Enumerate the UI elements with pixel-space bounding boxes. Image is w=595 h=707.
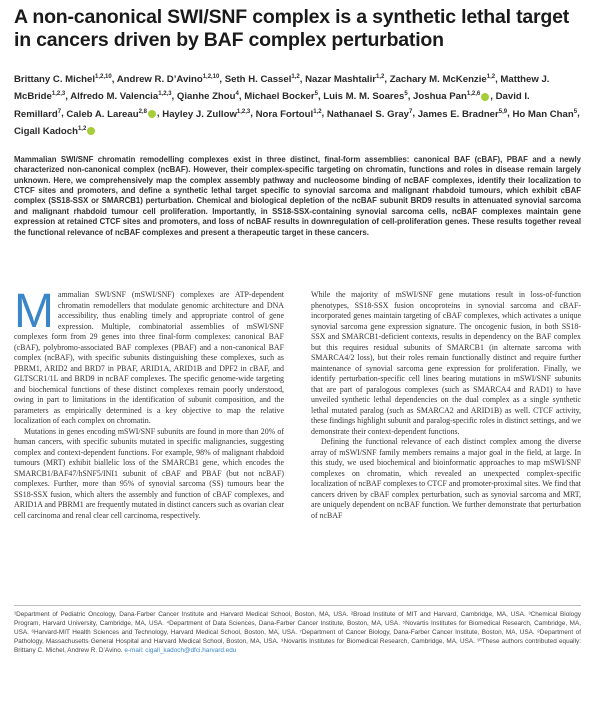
author-affiliation-marker: 5: [573, 108, 578, 115]
author-name-text: Nazar Mashtalir: [305, 74, 376, 86]
author-affiliation-marker: 1,2: [486, 74, 496, 80]
author-list: Brittany C. Michel$^{1,2,10}$, Andrew R. D’Avino$^{1,2,10}$, Seth H. Cassel$^{1,2}$, Nazar Mashtalir$^{1,2}$, Zachary M. McKenzie$^{1,2}$, Matthew J. McBride$^{1,2,3}$, Alfredo M. Valencia$^{1,2,3}$, Qianhe Zhou$^4$, Michael Bocker$^5$, Luis M. M. Soares$^5$, Joshua Pan$^{1,2,6}$ , David I. Remillard$^7$, Caleb A. Lareau$^{2,8}$ , Hayley J. Zullow$^{1,2,3}$, Nora Fortoul$^{1,2}$, Nathanael S. Gray$^7$, James E. Bradner$^{5,9}$, Ho Man Chan$^5$, Cigall Kadoch$^{1,2}$: [14, 74, 580, 137]
author-name-text: Nora Fortoul: [255, 108, 314, 120]
author-affiliation-marker: 1,2,10: [95, 74, 112, 80]
author-name-text: Hayley J. Zullow: [162, 108, 237, 120]
author-name-text: Qianhe Zhou: [176, 91, 236, 103]
author-name-text: Caleb A. Lareau: [66, 108, 139, 120]
author-name: [244, 91, 318, 102]
author-affiliation-marker: 5: [314, 91, 318, 98]
author-affiliation-marker: 1,2,3: [158, 91, 172, 98]
body-paragraph: Mutations in genes encoding mSWI/SNF subunits are found in more than 20% of human cancers, with specific subunits mutated in specific malignancies, suggesting complex and context-dependent functions. For example, 98% of malignant rhabdoid tumours (MRT) exhibit biallelic loss of the SMARCB1 gene, which encodes the SMARCB1/BAF47/hSNF5/INI1 subunit of cBAF and PBAF (but not ncBAF) complexes. Further, more than 95% of synovial sarcoma (SS) tumours bear the SS18-SSX fusion, which alters the assembly and function of cBAF complexes, and ARID1A and PBRM1 are frequently mutated in distinct cancers such as ovarian clear cell carcinoma and renal clear cell carcinoma, respectively.: [14, 426, 284, 520]
article-page: [14, 0, 581, 654]
abstract-text: canonical BAF (cBAF), PBAF and a newly characterized non-canonical complex (ncBAF). However, their complex-specific targeting on chromatin, functions and roles in disease remain largely unknown. Here, we comprehensively map the complex assembly pathway and nucleosome binding of ncBAF complexes, identify their localization to CTCF sites and promoters, and define a synthetic lethal target specific to synovial sarcoma and malignant rhabdoid tumours, which exhibit cBAF complex (SS18-SSX or SMARCB1) perturbation. Chemical and biological depletion of the ncBAF subunit BRD9 results in attenuated synovial sarcoma and malignant rhabdoid tumour cell proliferation. Importantly, in SS18-SSX-containing synovial sarcoma cells, ncBAF complexes maintain gene expression at retained CTCF sites and promoters, and loss of ncBAF results in downregulation of cell-proliferation genes. These results together reveal the functional relevance of ncBAF complexes and present a therapeutic target in these cancers.: [14, 154, 581, 237]
author-name: [327, 109, 412, 120]
author-name: [14, 126, 96, 137]
author-name-text: Luis M. M. Soares: [323, 91, 405, 103]
author-name: [225, 74, 300, 85]
author-name: [512, 109, 577, 120]
affiliations-text: ¹Department of Pediatric Oncology, Dana-Farber Cancer Institute and Harvard Medical School, Boston, MA, USA. ²Broad Institute of MIT and Harvard, Cambridge, MA, USA. ³Chemical Biology Program, Harvard University, Cambridge, MA, USA. ⁴Department of Data Sciences, Dana-Farber Cancer Institute, Boston, MA, USA. ⁵Novartis Institutes for Biomedical Research, Cambridge, MA, USA. ⁶Harvard-MIT Health Sciences and Technology, Harvard Medical School, Boston, MA, USA. ⁷Department of Cancer Biology, Dana-Farber Cancer Institute, Boston, MA, USA. ⁸Department of Pathology, Massachusetts General Hospital and Harvard Medical School, Boston, MA, USA. ⁹Novartis Institutes for Biomedical Research, Cambridge, MA, USA. ¹⁰These authors contributed equally: Brittany C. Michel, Andrew R. D’Avino.: [14, 611, 581, 654]
body-column-right: [311, 290, 581, 521]
author-name: [390, 74, 495, 85]
affiliations-footnote: [14, 611, 581, 656]
author-name: [117, 74, 220, 85]
body-paragraph: While the majority of mSWI/SNF gene mutations result in loss-of-function phenotypes, SS18-SSX fusion oncoproteins in synovial sarcoma and cBAF-incorporated genes maintain targeting of cBAF complexes, which activates a unique synovial sarcoma gene expression signature. The oncogenic fusion, in both SS18-SSX and SMARCB1-deficient contexts, results in dependency on the BAF complex but this requires residual subunits of SMARCB1 (in alternate sarcoma with SMARCA4/2 loss), but their roles remain functionally distinct and require further maintenance of synovial sarcoma gene expression for proliferation. Finally, we identify perturbation-specific cell lines bearing mutations in mSWI/SNF subunits that are part of paralogous complexes (such as SMARCA4 and RAD1) to have unveiled synthetic lethal dependencies on the dual complex as a single synthetic lethal mutated paralog (such as SMARCA2 and ARID1B) as well. CTCF activity, these findings highlight subunit and paralog-specific roles in distinct settings, and we demonstrate their context-dependent functions.: [311, 290, 581, 436]
corresponding-email-link[interactable]: e-mail: cigall_kadoch@dfci.harvard.edu: [124, 646, 237, 654]
author-name: [14, 74, 112, 85]
drop-cap: M: [14, 285, 54, 338]
author-affiliation-marker: 7: [57, 108, 62, 115]
author-affiliation-marker: 5: [404, 91, 408, 98]
author-name-text: Seth H. Cassel: [224, 74, 292, 86]
author-name-text: Andrew R. D’Avino: [116, 74, 203, 86]
author-name: [70, 91, 171, 102]
author-name: [305, 74, 384, 85]
author-affiliation-marker: 1,2: [291, 74, 300, 80]
author-name-text: James E. Bradner: [417, 108, 499, 120]
body-paragraph: Defining the functional relevance of each distinct complex among the diverse array of mSWI/SNF family members remains a major goal in the field, at large. In this study, we used biochemical and bioinformatic approaches to map mSWI/SNF complexes on chromatin, which revealed an unexpected complex-specific localization of ncBAF complexes to CTCF and promoter-proximal sites. We find that cancers driven by cBAF complex perturbation, such as synovial sarcoma and MRT, are uniquely dependent on ncBAF function. We further demonstrate that perturbation of ncBAF: [311, 437, 581, 520]
author-name-text: David I. Remillard: [14, 91, 530, 120]
abstract: [14, 155, 581, 238]
author-affiliation-marker: 5,9: [498, 108, 508, 115]
author-name-text: Zachary M. McKenzie: [389, 74, 487, 86]
body-columns: [14, 285, 581, 521]
orcid-icon[interactable]: [87, 127, 95, 135]
author-name-text: Ho Man Chan: [512, 108, 574, 120]
author-affiliation-marker: 4: [235, 91, 239, 98]
author-name: [66, 109, 157, 120]
author-name-text: Alfredo M. Valencia: [70, 91, 159, 103]
author-name: [162, 109, 250, 120]
author-name-text: Brittany C. Michel: [14, 74, 96, 86]
body-column-left: [14, 285, 284, 521]
author-affiliation-marker: 1,2: [77, 125, 87, 132]
author-affiliation-marker: 7: [409, 108, 413, 115]
author-name-text: Matthew J. McBride: [14, 74, 550, 103]
author-name: [323, 91, 407, 102]
article-title: A non-canonical SWI/SNF complex is a synthetic lethal target in cancers driven by BAF complex perturbation: [14, 6, 570, 51]
author-affiliation-marker: 1,2,3: [51, 91, 66, 98]
author-name: [256, 109, 322, 120]
author-name-text: Cigall Kadoch: [14, 125, 78, 137]
author-affiliation-marker: 1,2,10: [202, 74, 220, 80]
abstract-lead: Mammalian SWI/SNF chromatin remodelling complexes exist in three distinct, final-form assemblies:: [14, 154, 410, 164]
author-name: [177, 91, 239, 102]
orcid-icon[interactable]: [481, 93, 489, 101]
author-affiliation-marker: 1,2: [376, 74, 385, 80]
author-affiliation-marker: 1,2: [313, 108, 322, 115]
author-name-text: Joshua Pan: [413, 91, 467, 103]
author-affiliation-marker: 1,2,3: [236, 108, 251, 115]
footnote-divider: [14, 605, 581, 606]
author-name: [413, 91, 490, 102]
author-name-text: Michael Bocker: [244, 91, 315, 103]
orcid-icon[interactable]: [148, 110, 156, 118]
author-affiliation-marker: 1,2,6: [466, 91, 481, 98]
author-name: [418, 109, 507, 120]
author-name-text: Nathanael S. Gray: [326, 108, 409, 120]
body-paragraph: ammalian SWI/SNF (mSWI/SNF) complexes are ATP-dependent chromatin remodellers that modulate genomic architecture and DNA accessibility, thus enabling timely and appropriate control of gene expression. Multiple, combinatorial assemblies of mSWI/SNF complexes form from 29 genes into three final-form complexes: canonical BAF (cBAF), polybromo-associated BAF complexes (PBAF) and a non-canonical BAF complex (ncBAF), with specific subunits distinguishing these complexes, such as PBRM1, ARID2 and BRD7 in PBAF, ARID1A, ARID1B and DPF2 in cBAF, and GLTSCR1/1L and BRD9 in ncBAF complexes. The specific genome-wide targeting and biochemical functions of these distinct complexes remain poorly understood, owing in part to limitations in the identification of subunit composition, and the parameters as empirically determined is a key objective to map the relative localization of each complex on chromatin.: [14, 290, 284, 425]
author-affiliation-marker: 2,8: [138, 108, 147, 115]
